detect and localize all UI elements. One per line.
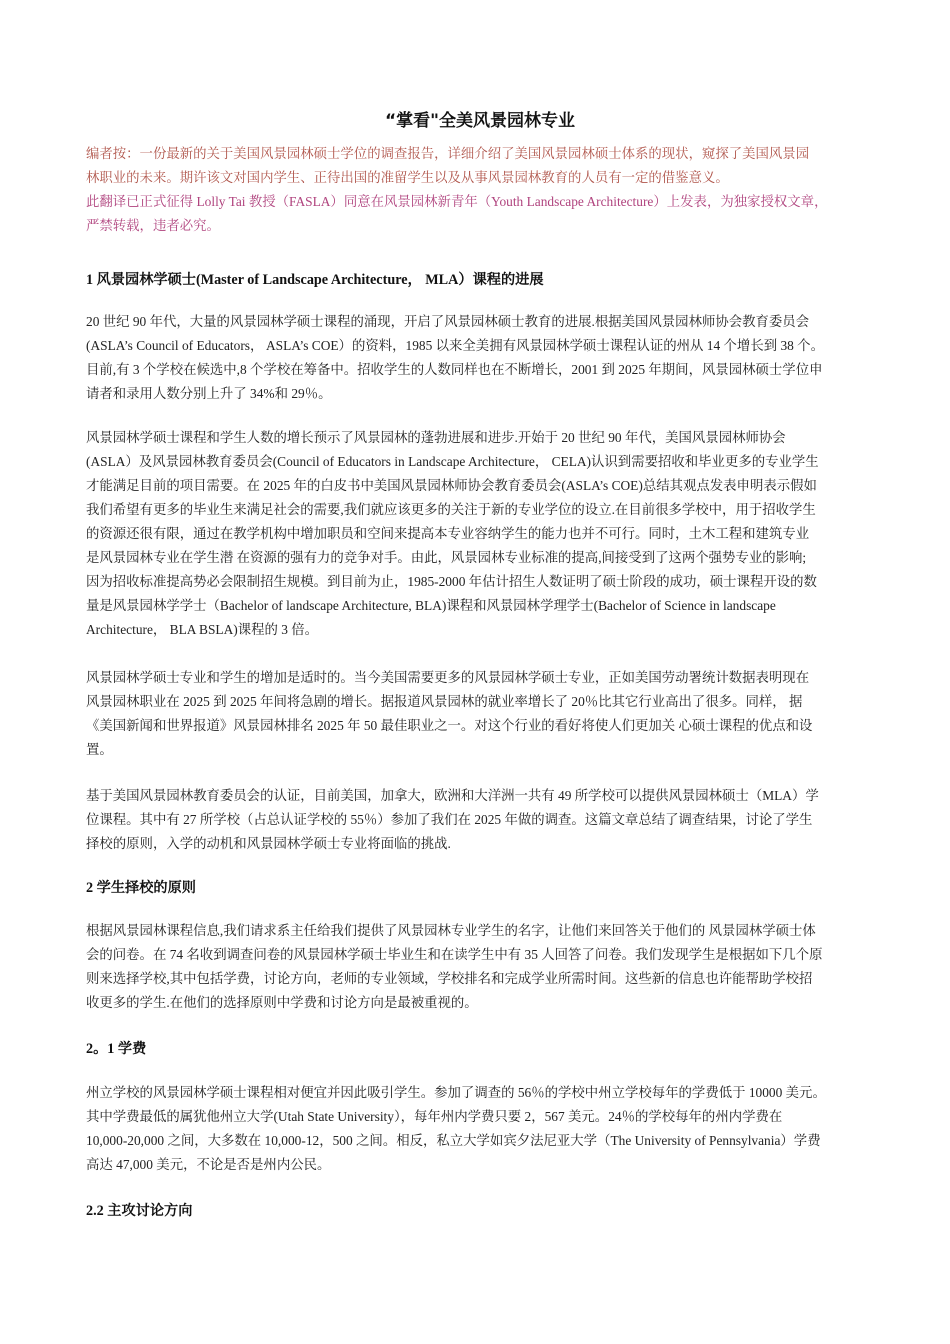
paragraph-line: 根据风景园林课程信息,我们请求系主任给我们提供了风景园林专业学生的名字，让他们来回答关于他们的 风景园林学硕士体 (86, 923, 816, 938)
paragraph-line: Architecture， BLA BSLA)课程的 3 倍。 (86, 622, 319, 637)
paragraph-line: 州立学校的风景园林学硕士课程相对便宜并因此吸引学生。参加了调查的 56％的学校中州立学校每年的学费低于 10000 美元。 (86, 1085, 826, 1100)
paragraph-line: 则来选择学校,其中包括学费，讨论方向，老师的专业领域，学校排名和完成学业所需时间。这些新的信息也许能帮助学校招 (86, 971, 813, 986)
section-2-1-paragraph-1 (86, 1081, 874, 1177)
section-1-paragraph-2 (86, 426, 874, 642)
paragraph-line: 的资源还很有限，通过在教学机构中增加职员和空间来提高本专业容纳学生的能力也并不可行。同时，土木工程和建筑专业 (86, 526, 810, 541)
editor-note (86, 142, 874, 190)
paragraph-line: 是风景园林专业在学生潜 在资源的强有力的竞争对手。由此，风景园林专业标准的提高,间接受到了这两个强势专业的影响; (86, 550, 807, 565)
paragraph-line: 择校的原则，入学的动机和风景园林学硕士专业将面临的挑战. (86, 836, 451, 851)
paragraph-line: 才能满足目前的项目需要。在 2025 年的白皮书中美国风景园林师协会教育委员会(ASLA’s COE)总结其观点发表申明表示假如 (86, 478, 817, 493)
paragraph-line: 风景园林职业在 2025 到 2025 年间将急剧的增长。据报道风景园林的就业率增长了 20％比其它行业高出了很多。同样， 据 (86, 694, 803, 709)
paragraph-line: 置。 (86, 742, 113, 757)
section-1-paragraph-4 (86, 784, 874, 856)
paragraph-line: 风景园林学硕士专业和学生的增加是适时的。当今美国需要更多的风景园林学硕士专业，正如美国劳动署统计数据表明现在 (86, 670, 810, 685)
paragraph-line: 我们希望有更多的毕业生来满足社会的需要,我们就应该更多的关注于新的专业学位的设立.在目前很多学校中，用于招收学生 (86, 502, 816, 517)
editor-note-line: 编者按：一份最新的关于美国风景园林硕士学位的调查报告，详细介绍了美国风景园林硕士体系的现状，窥探了美国风景园 (86, 146, 810, 161)
paragraph-line: 《美国新闻和世界报道》风景园林排名 2025 年 50 最佳职业之一。对这个行业的看好将使人们更加关 心硕士课程的优点和设 (86, 718, 813, 733)
section-2-heading: 2 学生择校的原则 (86, 880, 196, 896)
paragraph-line: 20 世纪 90 年代，大量的风景园林学硕士课程的涌现，开启了风景园林硕士教育的进展.根据美国风景园林师协会教育委员会 (86, 314, 810, 329)
section-2-1-heading: 2。1 学费 (86, 1041, 147, 1057)
paragraph-line: (ASLA’s Council of Educators， ASLA’s COE）的资料，1985 以来全美拥有风景园林学硕士课程认证的州从 14 个增长到 38 个。 (86, 338, 824, 353)
paragraph-line: 请者和录用人数分别上升了 34%和 29％。 (86, 386, 332, 401)
paragraph-line: 目前,有 3 个学校在候选中,8 个学校在筹备中。招收学生的人数同样也在不断增长，2001 到 2025 年期间，风景园林硕士学位申 (86, 362, 823, 377)
translation-note-line: 严禁转载，违者必究。 (86, 218, 220, 233)
section-1-paragraph-1 (86, 310, 874, 406)
section-2-paragraph-1 (86, 919, 874, 1015)
paragraph-line: 收更多的学生.在他们的选择原则中学费和讨论方向是最被重视的。 (86, 995, 478, 1010)
editor-note-line: 林职业的未来。期许该文对国内学生、正待出国的准留学生以及从事风景园林教育的人员有一定的借鉴意义。 (86, 170, 729, 185)
section-2-2-heading: 2.2 主攻讨论方向 (86, 1203, 193, 1219)
paragraph-line: 风景园林学硕士课程和学生人数的增长预示了风景园林的蓬勃进展和进步.开始于 20 世纪 90 年代，美国风景园林师协会 (86, 430, 786, 445)
paragraph-line: 高达 47,000 美元，不论是否是州内公民。 (86, 1157, 331, 1172)
paragraph-line: 量是风景园林学学士（Bachelor of landscape Architecture, BLA)课程和风景园林学理学士(Bachelor of Science in landscape (86, 598, 776, 613)
paragraph-line: 10,000-20,000 之间，大多数在 10,000-12，500 之间。相反，私立大学如宾夕法尼亚大学（The University of Pennsylvania）学费 (86, 1133, 821, 1148)
paragraph-line: 位课程。其中有 27 所学校（占总认证学校的 55％）参加了我们在 2025 年做的调查。这篇文章总结了调查结果，讨论了学生 (86, 812, 813, 827)
translation-note (86, 190, 874, 238)
paragraph-line: (ASLA）及风景园林教育委员会(Council of Educators in Landscape Architecture， CELA)认识到需要招收和毕业更多的专业学生 (86, 454, 819, 469)
paragraph-line: 会的问卷。在 74 名收到调查问卷的风景园林学硕士毕业生和在读学生中有 35 人回答了问卷。我们发现学生是根据如下几个原 (86, 947, 823, 962)
section-1-heading: 1 风景园林学硕士(Master of Landscape Architecture， MLA）课程的进展 (86, 272, 544, 288)
paragraph-line: 其中学费最低的属犹他州立大学(Utah State University），每年州内学费只要 2，567 美元。24％的学校每年的州内学费在 (86, 1109, 783, 1124)
translation-note-line: 此翻译已正式征得 Lolly Tai 教授（FASLA）同意在风景园林新青年（Youth Landscape Architecture）上发表，为独家授权文章， (86, 194, 828, 209)
document-title: “掌看"全美风景园林专业 (384, 111, 576, 131)
section-1-paragraph-3 (86, 666, 874, 762)
paragraph-line: 基于美国风景园林教育委员会的认证，目前美国，加拿大，欧洲和大洋洲一共有 49 所学校可以提供风景园林硕士（MLA）学 (86, 788, 819, 803)
paragraph-line: 因为招收标准提高势必会限制招生规模。到目前为止，1985-2000 年估计招生人数证明了硕士阶段的成功，硕士课程开设的数 (86, 574, 817, 589)
